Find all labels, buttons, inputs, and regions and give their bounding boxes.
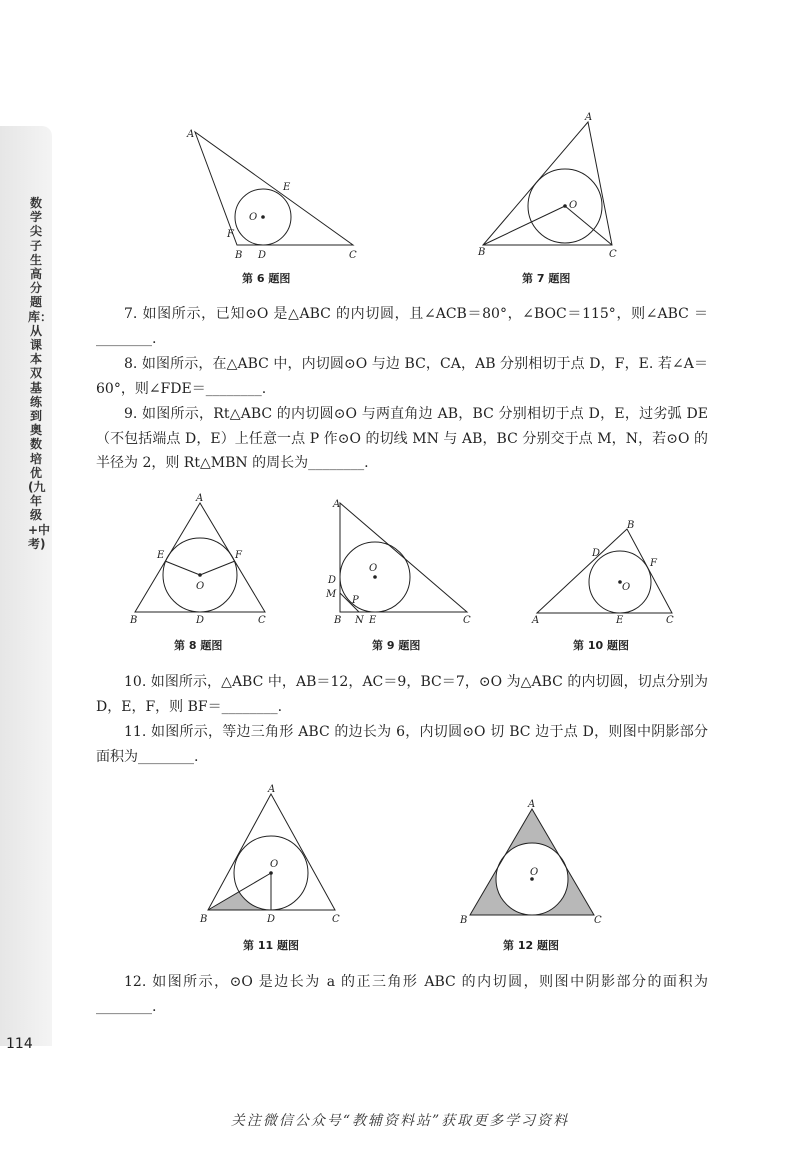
svg-text:F: F: [650, 558, 657, 569]
figure-7: [475, 110, 635, 260]
svg-text:A: A: [528, 799, 536, 810]
svg-text:F: F: [227, 229, 234, 240]
figure-8-caption: 第 8 题图: [174, 639, 223, 652]
svg-text:E: E: [157, 550, 165, 561]
sidebar-tab: [0, 126, 52, 1046]
svg-text:E: E: [369, 615, 377, 626]
figure-11-diagram: [200, 782, 345, 932]
figure-9: [325, 495, 475, 630]
svg-text:O: O: [369, 563, 378, 574]
svg-text:O: O: [530, 867, 539, 878]
figure-6-diagram: [185, 125, 365, 265]
svg-text:O: O: [196, 581, 205, 592]
svg-text:C: C: [609, 249, 617, 260]
svg-text:P: P: [352, 595, 359, 606]
figure-6: [185, 125, 365, 265]
figure-10-caption: 第 10 题图: [573, 639, 629, 652]
footer-watermark: 关注微信公众号“教辅资料站”获取更多学习资料: [230, 1113, 570, 1129]
svg-text:N: N: [355, 615, 364, 626]
figure-10: [532, 520, 677, 625]
figure-9-diagram: [325, 495, 475, 630]
svg-text:B: B: [200, 914, 208, 925]
svg-text:A: A: [268, 784, 276, 795]
svg-text:C: C: [332, 914, 340, 925]
svg-text:D: D: [267, 914, 276, 925]
svg-text:O: O: [622, 582, 631, 593]
figure-8-diagram: [130, 495, 270, 630]
svg-text:C: C: [594, 915, 602, 926]
svg-text:C: C: [258, 615, 266, 626]
svg-text:D: D: [592, 548, 601, 559]
svg-text:A: A: [196, 493, 204, 504]
figure-12-caption: 第 12 题图: [503, 939, 559, 952]
figure-12: [460, 795, 605, 930]
svg-text:C: C: [349, 250, 357, 261]
svg-text:D: D: [328, 575, 337, 586]
figure-6-caption: 第 6 题图: [242, 272, 291, 285]
figure-9-caption: 第 9 题图: [372, 639, 421, 652]
svg-text:O: O: [569, 200, 578, 211]
svg-text:B: B: [334, 615, 342, 626]
question-9: 9. 如图所示，Rt△ABC 的内切圆⊙O 与两直角边 AB，BC 分别相切于点 D，E，过劣弧 DE（不包括端点 D，E）上任意一点 P 作⊙O 的切线 MN 与 AB，BC 分别交于点 M，N，若⊙O 的半径为 2，则 Rt△MBN 的周长为________.: [96, 406, 708, 471]
figure-7-caption: 第 7 题图: [522, 272, 571, 285]
svg-text:O: O: [270, 859, 279, 870]
figure-7-diagram: [475, 110, 635, 260]
svg-text:B: B: [478, 247, 486, 258]
figure-11-caption: 第 11 题图: [243, 939, 299, 952]
svg-text:F: F: [235, 550, 242, 561]
figure-11: [200, 782, 345, 932]
figure-8: [130, 495, 270, 630]
svg-text:A: A: [585, 112, 593, 123]
svg-text:A: A: [333, 499, 341, 510]
book-title: 数学尖子生高分题库：从课本双基练到奥数培优(九年级+中考): [28, 196, 53, 551]
question-8: 8. 如图所示，在△ABC 中，内切圆⊙O 与边 BC，CA，AB 分别相切于点 D，F，E. 若∠A＝60°，则∠FDE＝________.: [96, 356, 708, 397]
svg-text:A: A: [187, 129, 195, 140]
svg-text:O: O: [249, 212, 258, 223]
question-10: 10. 如图所示，△ABC 中，AB＝12，AC＝9，BC＝7，⊙O 为△ABC 的内切圆，切点分别为 D，E，F，则 BF＝________.: [96, 674, 708, 715]
figure-10-diagram: [532, 520, 677, 625]
svg-text:C: C: [463, 615, 471, 626]
svg-text:E: E: [283, 182, 291, 193]
svg-text:B: B: [627, 520, 635, 531]
svg-text:B: B: [235, 250, 243, 261]
question-11: 11. 如图所示，等边三角形 ABC 的边长为 6，内切圆⊙O 切 BC 边于点 D，则图中阴影部分面积为________.: [96, 724, 708, 765]
question-12: 12. 如图所示，⊙O 是边长为 a 的正三角形 ABC 的内切圆，则图中阴影部分的面积为________.: [96, 974, 708, 1015]
svg-text:B: B: [130, 615, 138, 626]
svg-text:D: D: [258, 250, 267, 261]
figure-12-diagram: [460, 795, 605, 930]
svg-text:B: B: [460, 915, 468, 926]
page-number: 114: [6, 1036, 33, 1052]
question-7: 7. 如图所示，已知⊙O 是△ABC 的内切圆，且∠ACB＝80°，∠BOC＝115°，则∠ABC ＝________.: [96, 306, 708, 347]
svg-text:E: E: [616, 615, 624, 626]
svg-text:C: C: [666, 615, 674, 626]
svg-text:D: D: [196, 615, 205, 626]
svg-text:M: M: [326, 589, 337, 600]
svg-text:A: A: [532, 615, 540, 626]
